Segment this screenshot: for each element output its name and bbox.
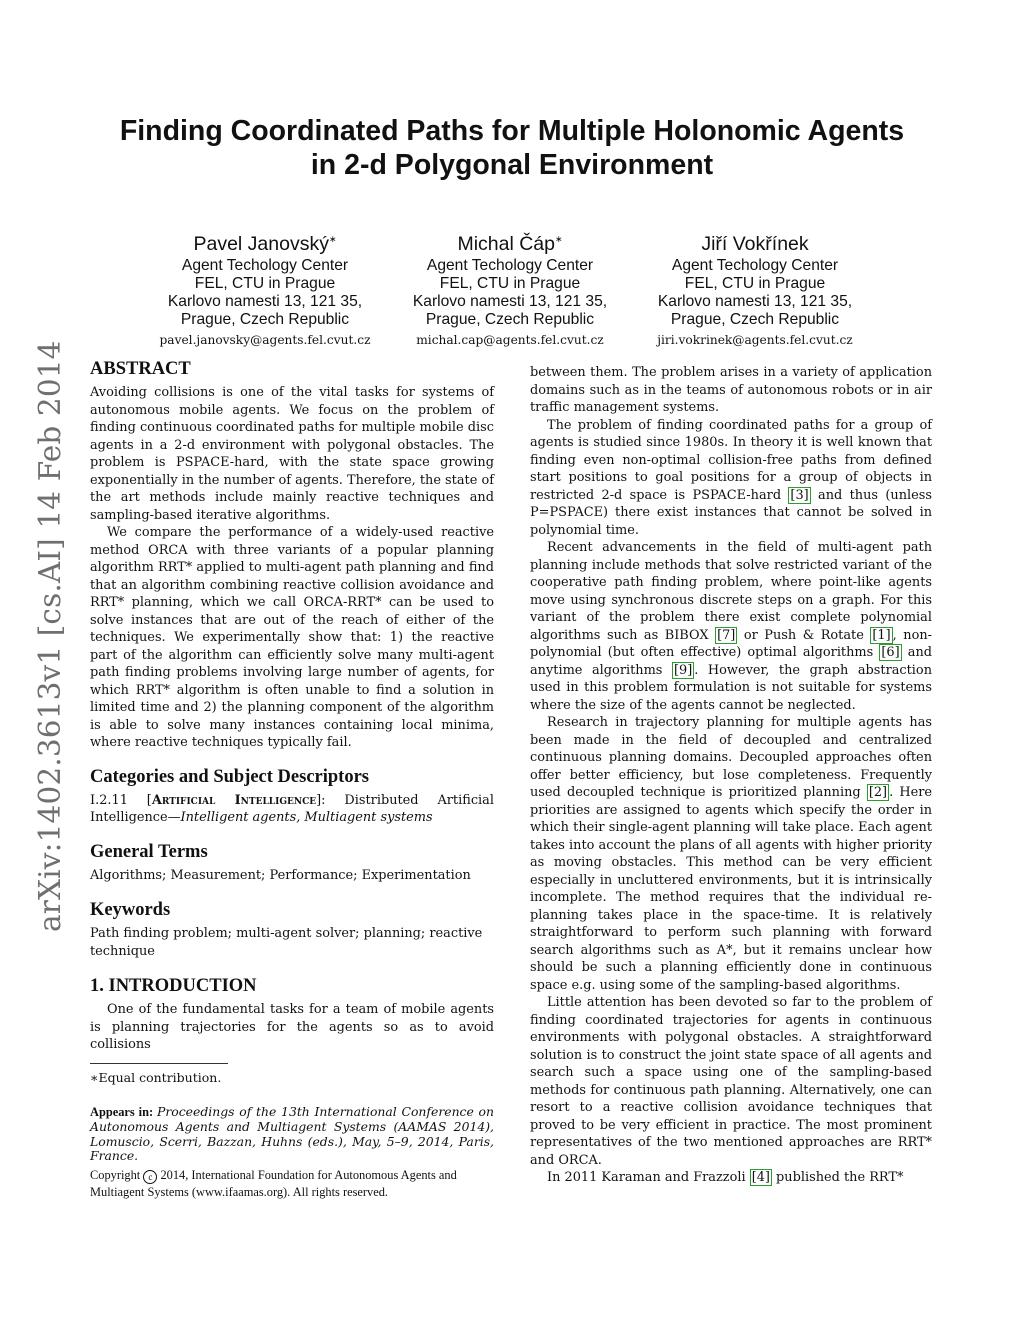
author-block-1	[140, 227, 390, 349]
footnote: ∗Equal contribution.	[90, 1069, 222, 1085]
author-name: Michal Čáp∗	[457, 233, 563, 255]
abstract-heading: ABSTRACT	[90, 359, 191, 379]
copyright-symbol: c	[143, 1170, 157, 1184]
arxiv-id: arXiv:1402.3613v1 [cs.AI] 14 Feb 2014	[33, 340, 67, 932]
citation-7[interactable]: [7]	[717, 627, 736, 643]
author-street: Karlovo namesti 13, 121 35,	[657, 293, 853, 310]
author-name: Pavel Janovský∗	[193, 233, 337, 255]
arxiv-stamp	[6, 340, 86, 932]
author-block-3	[630, 227, 880, 349]
citation-9[interactable]: [9]	[674, 662, 693, 678]
paragraph-little-attention: Little attention has been devoted so far to the problem of finding coordinated trajectories for agents in continuous environments with polygonal obstacles. A straightforward solution is to construct the joint state space of all agents and search such a space using one of the sampling-based methods for continuous path planning. Alternatively, one can resort to a reactive collision avoidance techniques that proved to be very efficient in practice. The most prominent representatives of the two mentioned approaches are RRT* and ORCA.	[530, 995, 932, 1168]
title-line-2: in 2-d Polygonal Environment	[310, 149, 714, 181]
categories-heading: Categories and Subject Descriptors	[90, 766, 369, 787]
author-org: Agent Techology Center	[671, 257, 839, 274]
author-email: michal.cap@agents.fel.cvut.cz	[416, 333, 604, 347]
abstract-paragraph-1: Avoiding collisions is one of the vital tasks for systems of autonomous mobile agents. We focus on the problem of finding continuous coordinated paths for multiple mobile disc agents in a 2-d environment with polygonal obstacles. The problem is PSPACE-hard, with the state space growing exponentially in the number of agents. Therefore, the state of the art methods include mainly reactive techniques and sampling-based iterative algorithms.	[90, 385, 494, 523]
author-city: Prague, Czech Republic	[425, 311, 595, 328]
paragraph-recent-advancements: Recent advancements in the field of multi-agent path planning include methods that solve restricted variant of the cooperative path finding problem, where point-like agents move using synchronous discrete steps on a graph. For this variant of the problem there exist complete polynomial algorithms such as BIBOX [7] or Push & Rotate [1] , non-polynomial (but often effective) optimal algorithms [6] and anytime algorithms [9] . However, the graph abstraction used in this problem formulation is not suitable for systems where the size of the agents cannot be neglected.	[530, 540, 932, 713]
author-block-2	[385, 227, 635, 349]
author-dept: FEL, CTU in Prague	[439, 275, 581, 292]
general-terms-heading: General Terms	[90, 841, 208, 862]
citation-2[interactable]: [2]	[868, 785, 888, 800]
author-city: Prague, Czech Republic	[670, 311, 840, 328]
author-dept: FEL, CTU in Prague	[684, 275, 826, 292]
introduction-paragraph-1: One of the fundamental tasks for a team of mobile agents is planning trajectories for the agents so as to avoid collisions	[90, 1002, 494, 1052]
citation-3[interactable]: [3]	[790, 487, 809, 503]
introduction-heading: 1. INTRODUCTION	[90, 976, 257, 996]
author-name: Jiří Vokřínek	[701, 233, 809, 255]
author-email: jiri.vokrinek@agents.fel.cvut.cz	[657, 333, 853, 347]
paragraph-continued: between them. The problem arises in a variety of application domains such as in the teams of autonomous robots or in air traffic management systems.	[530, 365, 932, 415]
keywords-heading: Keywords	[90, 900, 171, 920]
footnote-divider	[90, 1063, 228, 1064]
author-org: Agent Techology Center	[426, 257, 594, 274]
paper-title	[60, 114, 964, 182]
citation-6[interactable]: [6]	[881, 645, 900, 660]
left-column	[90, 358, 494, 1200]
author-street: Karlovo namesti 13, 121 35,	[412, 293, 608, 310]
citation-1[interactable]: [1]	[872, 627, 891, 643]
author-street: Karlovo namesti 13, 121 35,	[167, 293, 363, 310]
author-city: Prague, Czech Republic	[180, 311, 350, 328]
general-terms-text: Algorithms; Measurement; Performance; Experimentation	[90, 867, 471, 883]
paragraph-research: Research in trajectory planning for multiple agents has been made in the field of decoupled and centralized continuous planning domains. Decoupled approaches often offer better efficiency, but lose completeness. Frequently used decoupled technique is prioritized planning [2] . Here priorities are assigned to agents which specify the order in which their single-agent planning will take place. Each agent takes into account the plans of all agents with higher priority as moving obstacles. This method can be very efficient especially in uncluttered environments, but it is intrinsically incomplete. The method requires that the individual re-planning takes place in the space-time. It is relatively straightforward to perform such planning with forward search algorithms such as A*, but it remains unclear how should be such a planning efficiently done in continuous space e.g. using some of the sampling-based algorithms.	[530, 715, 933, 993]
categories-text: I.2.11 [Artificial Intelligence]: Distributed Artificial Intelligence—Intelligent agents, Multiagent systems	[90, 792, 494, 825]
title-line-1: Finding Coordinated Paths for Multiple Holonomic Agents	[119, 115, 905, 147]
appears-in: Appears in: Proceedings of the 13th International Conference on Autonomous Agents and Multiagent Systems (AAMAS 2014), Lomuscio, Scerri, Bazzan, Huhns (eds.), May, 5–9, 2014, Paris, France.	[90, 1104, 495, 1164]
author-email: pavel.janovsky@agents.fel.cvut.cz	[159, 333, 371, 347]
keywords-text: Path finding problem; multi-agent solver; planning; reactive technique	[90, 926, 483, 959]
author-dept: FEL, CTU in Prague	[194, 275, 336, 292]
right-column	[530, 364, 932, 1187]
paragraph-rrt-star: In 2011 Karaman and Frazzoli [4] published the RRT*	[547, 1170, 904, 1185]
abstract-paragraph-2: We compare the performance of a widely-used reactive method ORCA with three variants of a popular planning algorithm RRT* applied to multi-agent path planning and find that an algorithm combining reactive collision avoidance and RRT* planning, which we call ORCA-RRT* can be used to solve instances that are out of the reach of either of the techniques. We experimentally show that: 1) the reactive part of the algorithm can efficiently solve many multi-agent path finding problems involving large number of agents, for which RRT* algorithm is often unable to find a solution in limited time and 2) the planning component of the algorithm is able to solve many instances containing local minima, where reactive techniques typically fail.	[90, 525, 494, 750]
copyright: Copyright c 2014, International Foundation for Autonomous Agents and Multiagent Systems (www.ifaamas.org). All rights reserved.	[90, 1168, 457, 1200]
citation-4[interactable]: [4]	[751, 1170, 770, 1185]
author-org: Agent Techology Center	[181, 257, 349, 274]
paragraph-background: The problem of finding coordinated paths for a group of agents is studied since 1980s. In theory it is well known that finding even non-optimal collision-free paths from defined start positions to goal positions for a group of objects in restricted 2-d space is PSPACE-hard [3] and thus (unless P=PSPACE) there exist instances that cannot be solved in polynomial time.	[530, 417, 932, 538]
